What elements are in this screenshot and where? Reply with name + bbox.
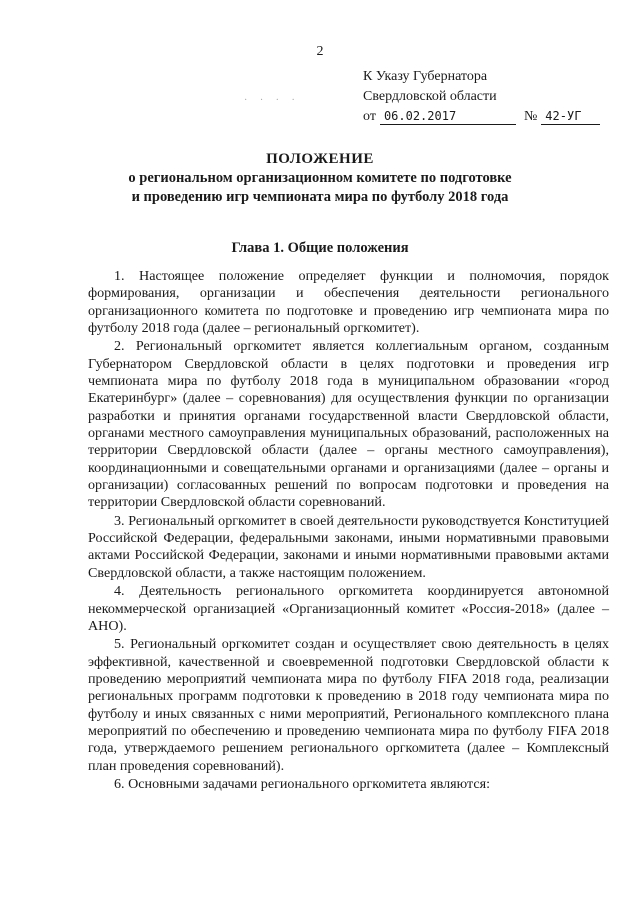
paragraph: 3. Региональный оргкомитет в своей деятельности руководствуется Конституцией Российской Федерации, федеральными законами, иными нормативными правовыми актами Российской Федерации, законами и иными нормативными правовыми актами Свердловской области, а также настоящим положением. bbox=[88, 512, 609, 581]
paragraph: 1. Настоящее положение определяет функции и полномочия, порядок формирования, организации и обеспечения деятельности регионального организационного комитета по подготовке и проведению игр чемпионата мира по футболу 2018 года (далее – региональный оргкомитет). bbox=[88, 268, 609, 336]
approval-block bbox=[363, 67, 603, 127]
approval-line-1: К Указу Губернатора bbox=[363, 69, 488, 84]
title-line-2: о региональном организационном комитете по подготовке bbox=[128, 170, 512, 186]
paragraph: 4. Деятельность регионального оргкомитета координируется автономной некоммерческой организацией «Организационный комитет «Россия-2018» (далее – АНО). bbox=[88, 583, 609, 634]
paragraph: 2. Региональный оргкомитет является коллегиальным органом, созданным Губернатором Свердловской области в целях подготовки и проведения игр чемпионата мира по футболу 2018 года в муниципальном образовании «город Екатеринбург» (далее – соревнования) для осуществления функции по организации разработки и принятия органами государственной власти Свердловской области, органами местного самоуправления муниципальных образований, расположенных на территории Свердловской области (далее – органы местного самоуправления), координационными и совещательными органами и организациями (далее – органы и организации) согласованных решений по вопросам подготовки и проведения на территории Свердловской области соревнований. bbox=[88, 338, 609, 511]
scan-specks: · · · · bbox=[244, 95, 300, 106]
chapter-title: Глава 1. Общие положения bbox=[231, 240, 409, 256]
number-prefix: № bbox=[523, 109, 538, 124]
approval-line-2: Свердловской области bbox=[363, 89, 497, 104]
decree-date: 06.02.2017 bbox=[380, 109, 516, 125]
paragraph: 5. Региональный оргкомитет создан и осуществляет свою деятельность в целях эффективной, качественной и своевременной подготовки Свердловской области к проведению мероприятий чемпионата мира по футболу FIFA 2018 года, реализации региональных программ подготовки к проведению в 2018 году чемпионата мира по футболу и иных связанных с ними мероприятий, Регионального комплексного плана мероприятий по обеспечению и проведению чемпионата мира по футболу FIFA 2018 года, утверждаемого решением регионального оргкомитета (далее – Комплексный план проведения соревнований). bbox=[88, 636, 609, 774]
approval-date-row bbox=[363, 107, 603, 127]
document-body bbox=[88, 268, 609, 795]
paragraph: 6. Основными задачами регионального оргкомитета являются: bbox=[114, 776, 490, 793]
document-title bbox=[0, 150, 640, 207]
page-number: 2 bbox=[316, 44, 324, 59]
title-heading: ПОЛОЖЕНИЕ bbox=[266, 151, 374, 167]
date-prefix: от bbox=[363, 109, 376, 124]
decree-number: 42-УГ bbox=[541, 109, 600, 125]
title-line-3: и проведению игр чемпионата мира по футболу 2018 года bbox=[131, 189, 509, 205]
